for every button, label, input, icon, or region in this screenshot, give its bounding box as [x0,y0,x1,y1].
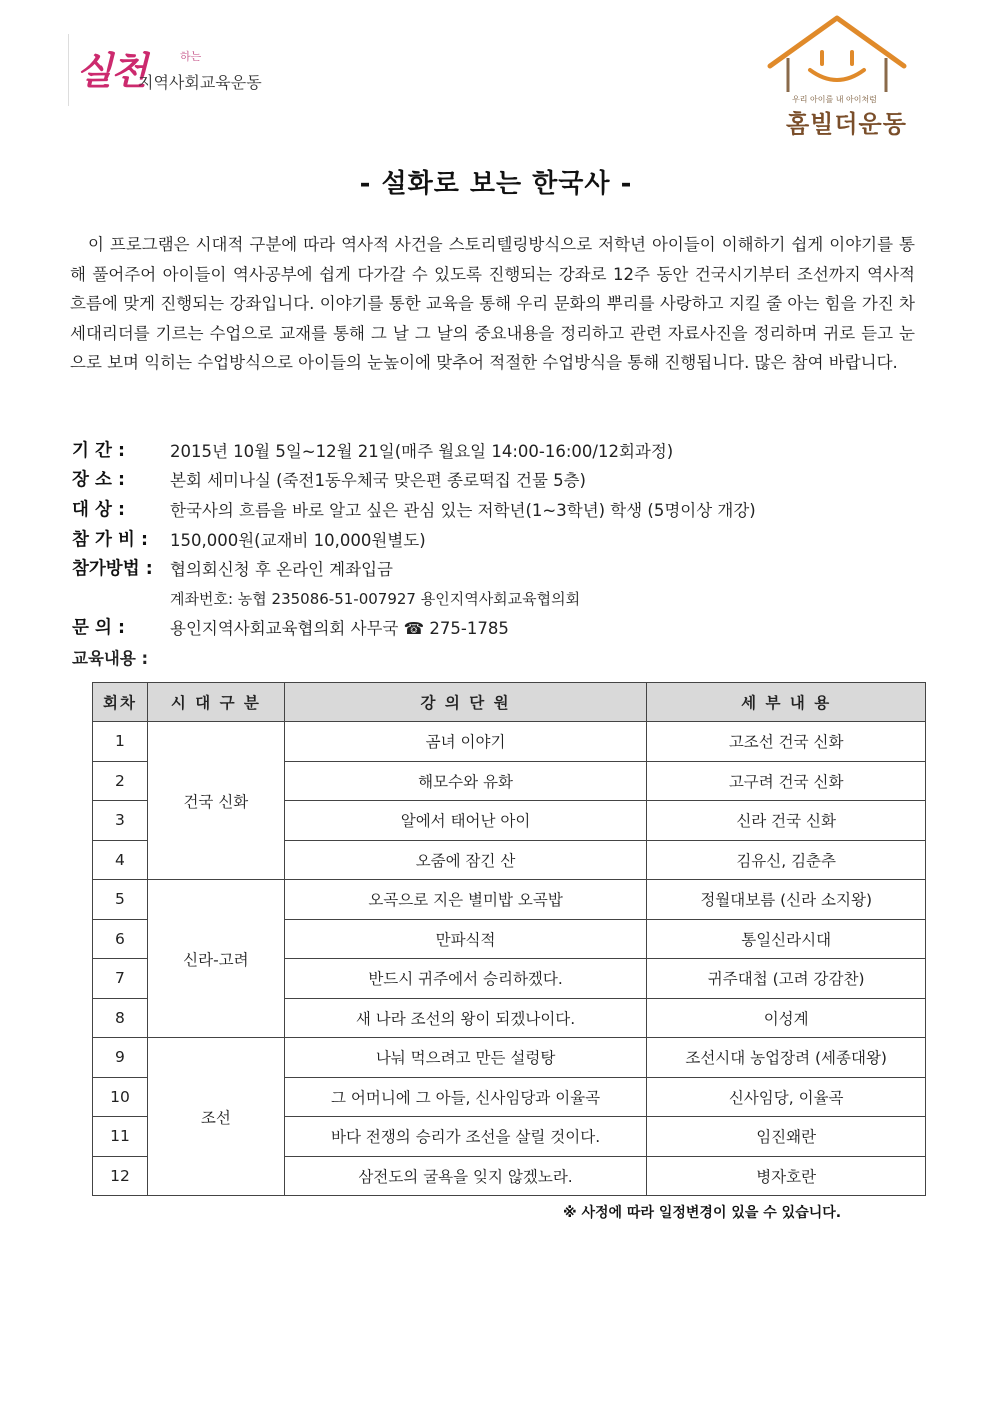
detail-cell: 신사임당, 이율곡 [647,1077,926,1117]
contact-label: 문 의 : [72,618,125,638]
info-fee [72,526,922,555]
info-method [72,555,922,584]
logo-tagline: 우리 아이를 내 아이처럼 [792,95,877,104]
session-no: 7 [93,959,148,999]
unit-cell: 반드시 귀주에서 승리하겠다. [284,959,647,999]
logo-small-text: 하는 [180,50,202,63]
info-period [72,437,922,466]
unit-cell: 바다 전쟁의 승리가 조선을 살릴 것이다. [284,1117,647,1157]
detail-cell: 조선시대 농업장려 (세종대왕) [647,1038,926,1078]
table-header-row [93,683,926,722]
period-label: 기 간 : [72,441,125,461]
unit-cell: 해모수와 유화 [284,761,647,801]
detail-cell: 통일신라시대 [647,919,926,959]
detail-cell: 귀주대첩 (고려 강감찬) [647,959,926,999]
unit-cell: 새 나라 조선의 왕이 되겠나이다. [284,998,647,1038]
session-no: 11 [93,1117,148,1157]
info-target [72,496,922,525]
house-smile-icon [762,14,912,104]
period-cell: 건국 신화 [147,722,284,880]
intro-text: 이 프로그램은 시대적 구분에 따라 역사적 사건을 스토리텔링방식으로 저학년 아이들이 이해하기 쉽게 이야기를 통해 풀어주어 아이들이 역사공부에 쉽게 다가갈 수 있도록 진행되는 강좌로 12주 동안 건국시기부터 조선까지 역사적 흐름에 맞게 진행되는 강좌입니다. 이야기를 통한 교육을 통해 우리 문화의 뿌리를 사랑하고 지킬 줄 아는 힘을 가진 차세대리더를 기르는 수업으로 교재를 통해 그 날 그 날의 중요내용을 정리하고 관련 자료사진을 정리하며 귀로 듣고 눈으로 보며 익히는 수업방식으로 아이들의 눈높이에 맞추어 적절한 수업방식을 통해 진행됩니다. 많은 참여 바랍니다. [70,235,915,372]
detail-cell: 신라 건국 신화 [647,801,926,841]
session-no: 5 [93,880,148,920]
header-unit: 강 의 단 원 [284,683,647,722]
detail-cell: 김유신, 김춘추 [647,840,926,880]
session-no: 1 [93,722,148,762]
unit-cell: 알에서 태어난 아이 [284,801,647,841]
session-no: 10 [93,1077,148,1117]
unit-cell: 오곡으로 지은 별미밥 오곡밥 [284,880,647,920]
info-place [72,466,922,495]
unit-cell: 곰녀 이야기 [284,722,647,762]
silcheon-logo [68,34,273,106]
target-label: 대 상 : [72,500,125,520]
detail-cell: 고조선 건국 신화 [647,722,926,762]
detail-cell: 병자호란 [647,1156,926,1196]
detail-cell: 임진왜란 [647,1117,926,1157]
period-cell: 조선 [147,1038,284,1196]
session-no: 6 [93,919,148,959]
place-label: 장 소 : [72,470,125,490]
session-no: 4 [93,840,148,880]
period-value: 2015년 10월 5일~12월 21일(매주 월요일 14:00-16:00/12회과정) [170,442,674,461]
period-cell: 신라-고려 [147,880,284,1038]
table-row [93,722,926,762]
method-value: 협의회신청 후 온라인 계좌입금 [170,560,393,579]
education-content-label: 교육내용 : [72,649,149,668]
fee-value: 150,000원(교재비 10,000원별도) [170,531,426,550]
header-period: 시 대 구 분 [147,683,284,722]
account-number: 계좌번호: 농협 235086-51-007927 용인지역사회교육협의회 [170,590,581,608]
intro-paragraph [70,230,915,378]
logo-divider [68,34,69,106]
logo-script-text: 실천 [76,48,146,93]
schedule-change-note: ※ 사정에 따라 일정변경이 있을 수 있습니다. [563,1205,842,1221]
unit-cell: 삼전도의 굴욕을 잊지 않겠노라. [284,1156,647,1196]
schedule-table [92,682,926,1196]
unit-cell: 나눠 먹으려고 만든 설렁탕 [284,1038,647,1078]
logo-org-name: 지역사회교육운동 [138,73,262,92]
logo-name: 홈빌더운동 [786,110,907,138]
session-no: 3 [93,801,148,841]
detail-cell: 고구려 건국 신화 [647,761,926,801]
session-no: 9 [93,1038,148,1078]
homebuilder-logo [762,14,912,138]
session-no: 8 [93,998,148,1038]
session-no: 12 [93,1156,148,1196]
table-row [93,880,926,920]
detail-cell: 정월대보름 (신라 소지왕) [647,880,926,920]
page-title: - 설화로 보는 한국사 - [359,169,633,199]
header-detail: 세 부 내 용 [647,683,926,722]
info-contact [72,614,922,643]
header-session: 회차 [93,683,148,722]
unit-cell: 오줌에 잠긴 산 [284,840,647,880]
detail-cell: 이성계 [647,998,926,1038]
method-label: 참가방법 : [72,559,153,579]
place-value: 본회 세미나실 (죽전1동우체국 맞은편 종로떡집 건물 5층) [170,471,586,490]
session-no: 2 [93,761,148,801]
unit-cell: 그 어머니에 그 아들, 신사임당과 이율곡 [284,1077,647,1117]
fee-label: 참 가 비 : [72,530,148,550]
unit-cell: 만파식적 [284,919,647,959]
contact-value: 용인지역사회교육협의회 사무국 ☎ 275-1785 [170,619,509,638]
target-value: 한국사의 흐름을 바로 알고 싶은 관심 있는 저학년(1~3학년) 학생 (5명이상 개강) [170,501,756,520]
table-row [93,1038,926,1078]
